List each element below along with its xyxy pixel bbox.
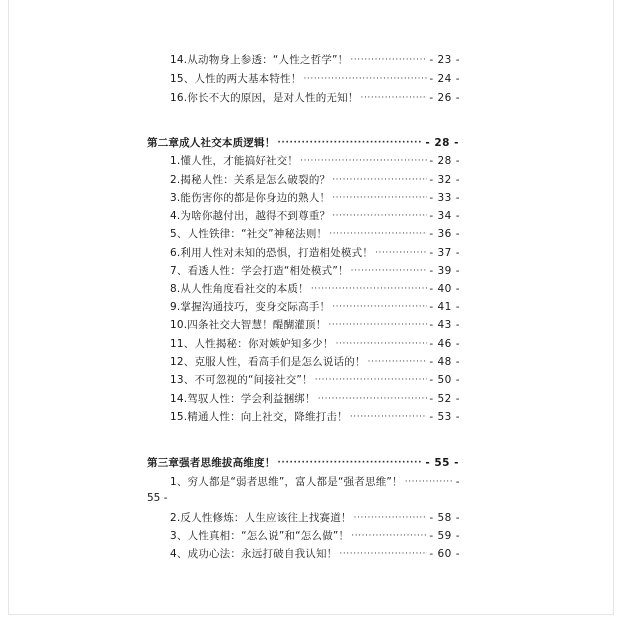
toc-entry[interactable] <box>170 299 460 315</box>
leader-dots <box>332 299 427 315</box>
leader-dots <box>300 153 427 169</box>
toc-entry[interactable] <box>170 546 460 562</box>
leader-dots <box>332 190 427 206</box>
toc-entry-page: - 23 - <box>429 54 460 66</box>
toc-entry-page-prefix: - <box>455 476 460 488</box>
leader-dots <box>311 281 428 297</box>
toc-entry-title: 16.你长不大的原因，是对人性的无知！ <box>170 92 359 104</box>
toc-entry-title: 12、克服人性，看高手们是怎么说话的！ <box>170 356 366 368</box>
chapter-title: 第三章强者思维拔高维度！ <box>147 457 276 469</box>
leader-dots <box>368 354 428 370</box>
leader-dots <box>328 317 427 333</box>
toc-entry-wrapped[interactable] <box>170 474 460 490</box>
toc-entry-title: 6.利用人性对未知的恐惧，打造相处模式！ <box>170 247 374 259</box>
toc-chapter-heading[interactable] <box>147 455 459 471</box>
toc-entry[interactable] <box>170 263 460 279</box>
toc-entry-title: 9.掌握沟通技巧，变身交际高手！ <box>170 301 331 313</box>
toc-entry-page: - 60 - <box>429 548 460 560</box>
toc-entry[interactable] <box>170 90 460 106</box>
toc-entry-page-continuation: 55 - <box>147 492 168 504</box>
toc-entry-title: 14.驾驭人性：学会利益捆绑！ <box>170 393 316 405</box>
toc-entry[interactable] <box>170 391 460 407</box>
toc-entry[interactable] <box>170 71 460 87</box>
toc-entry-title: 3.能伤害你的都是你身边的熟人！ <box>170 192 331 204</box>
toc-entry[interactable] <box>170 372 460 388</box>
leader-dots <box>318 391 428 407</box>
toc-entry-page: - 48 - <box>429 356 460 368</box>
toc-entry-page: - 43 - <box>429 319 460 331</box>
leader-dots <box>303 71 427 87</box>
toc-entry[interactable] <box>170 226 460 242</box>
toc-entry[interactable] <box>170 317 460 333</box>
leader-dots <box>339 546 427 562</box>
toc-entry[interactable] <box>170 208 460 224</box>
toc-entry-page: - 39 - <box>429 265 460 277</box>
leader-dots <box>375 245 427 261</box>
toc-entry-title: 13、不可忽视的“间接社交”！ <box>170 374 313 386</box>
toc-entry-title: 2.揭秘人性：关系是怎么破裂的？ <box>170 174 331 186</box>
toc-entry[interactable] <box>170 409 460 425</box>
toc-entry[interactable] <box>170 336 460 352</box>
toc-entry[interactable] <box>170 245 460 261</box>
toc-entry-page: - 37 - <box>429 247 460 259</box>
leader-dots <box>350 409 428 425</box>
toc-entry-page: - 32 - <box>429 174 460 186</box>
toc-entry[interactable] <box>170 281 460 297</box>
toc-entry-title: 11、人性揭秘：你对嫉妒知多少！ <box>170 338 334 350</box>
toc-entry-page: - 28 - <box>429 155 460 167</box>
leader-dots <box>354 510 428 526</box>
toc-entry-title: 7、看透人性：学会打造“相处模式”！ <box>170 265 349 277</box>
toc-entry-title: 14.从动物身上参透：“人性之哲学”！ <box>170 54 349 66</box>
toc-entry[interactable] <box>170 172 460 188</box>
toc-entry-page: - 24 - <box>429 73 460 85</box>
toc-entry-page: - 52 - <box>429 393 460 405</box>
leader-dots <box>350 52 427 68</box>
leader-dots <box>277 135 423 151</box>
leader-dots <box>315 372 428 388</box>
leader-dots <box>336 336 428 352</box>
toc-entry-page: - 33 - <box>429 192 460 204</box>
toc-entry-title: 3、人性真相：“怎么说”和“怎么做”！ <box>170 530 350 542</box>
leader-dots <box>405 474 454 490</box>
leader-dots <box>361 90 428 106</box>
toc-entry-title: 5、人性铁律：“社交”神秘法则！ <box>170 228 328 240</box>
toc-entry-page: - 26 - <box>429 92 460 104</box>
toc-entry-title: 4.为啥你越付出，越得不到尊重？ <box>170 210 331 222</box>
leader-dots <box>351 263 428 279</box>
toc-entry-title: 2.反人性修炼：人生应该往上找赛道！ <box>170 512 352 524</box>
toc-entry-page: - 40 - <box>429 283 460 295</box>
toc-chapter-heading[interactable] <box>147 135 459 151</box>
toc-entry-title: 10.四条社交大智慧！醍醐灌顶！ <box>170 319 327 331</box>
toc-entry-page: - 53 - <box>429 411 460 423</box>
toc-entry-title: 15.精通人性：向上社交，降维打击！ <box>170 411 348 423</box>
chapter-page: - 55 - <box>425 457 459 469</box>
leader-dots <box>329 226 427 242</box>
toc-entry[interactable] <box>170 153 460 169</box>
toc-entry-page: - 34 - <box>429 210 460 222</box>
toc-entry-title: 8.从人性角度看社交的本质！ <box>170 283 309 295</box>
chapter-page: - 28 - <box>425 137 459 149</box>
toc-entry[interactable] <box>170 510 460 526</box>
leader-dots <box>277 455 423 471</box>
toc-entry-title: 15、人性的两大基本特性！ <box>170 73 302 85</box>
toc-entry[interactable] <box>170 354 460 370</box>
toc-entry[interactable] <box>170 528 460 544</box>
toc-entry[interactable] <box>170 52 460 68</box>
leader-dots <box>351 528 427 544</box>
leader-dots <box>332 172 427 188</box>
toc-entry-title: 1、穷人都是“弱者思维”，富人都是“强者思维”！ <box>170 476 403 488</box>
toc-entry-page: - 46 - <box>429 338 460 350</box>
toc-entry-title: 1.懂人性，才能搞好社交！ <box>170 155 299 167</box>
toc-entry-page: - 50 - <box>429 374 460 386</box>
toc-entry-page: - 58 - <box>429 512 460 524</box>
toc-entry-title: 4、成功心法：永远打破自我认知！ <box>170 548 338 560</box>
toc-entry-page: - 59 - <box>429 530 460 542</box>
toc-entry-page: - 36 - <box>429 228 460 240</box>
toc-entry-page: - 41 - <box>429 301 460 313</box>
toc-entry[interactable] <box>170 190 460 206</box>
leader-dots <box>332 208 427 224</box>
chapter-title: 第二章成人社交本质逻辑！ <box>147 137 276 149</box>
